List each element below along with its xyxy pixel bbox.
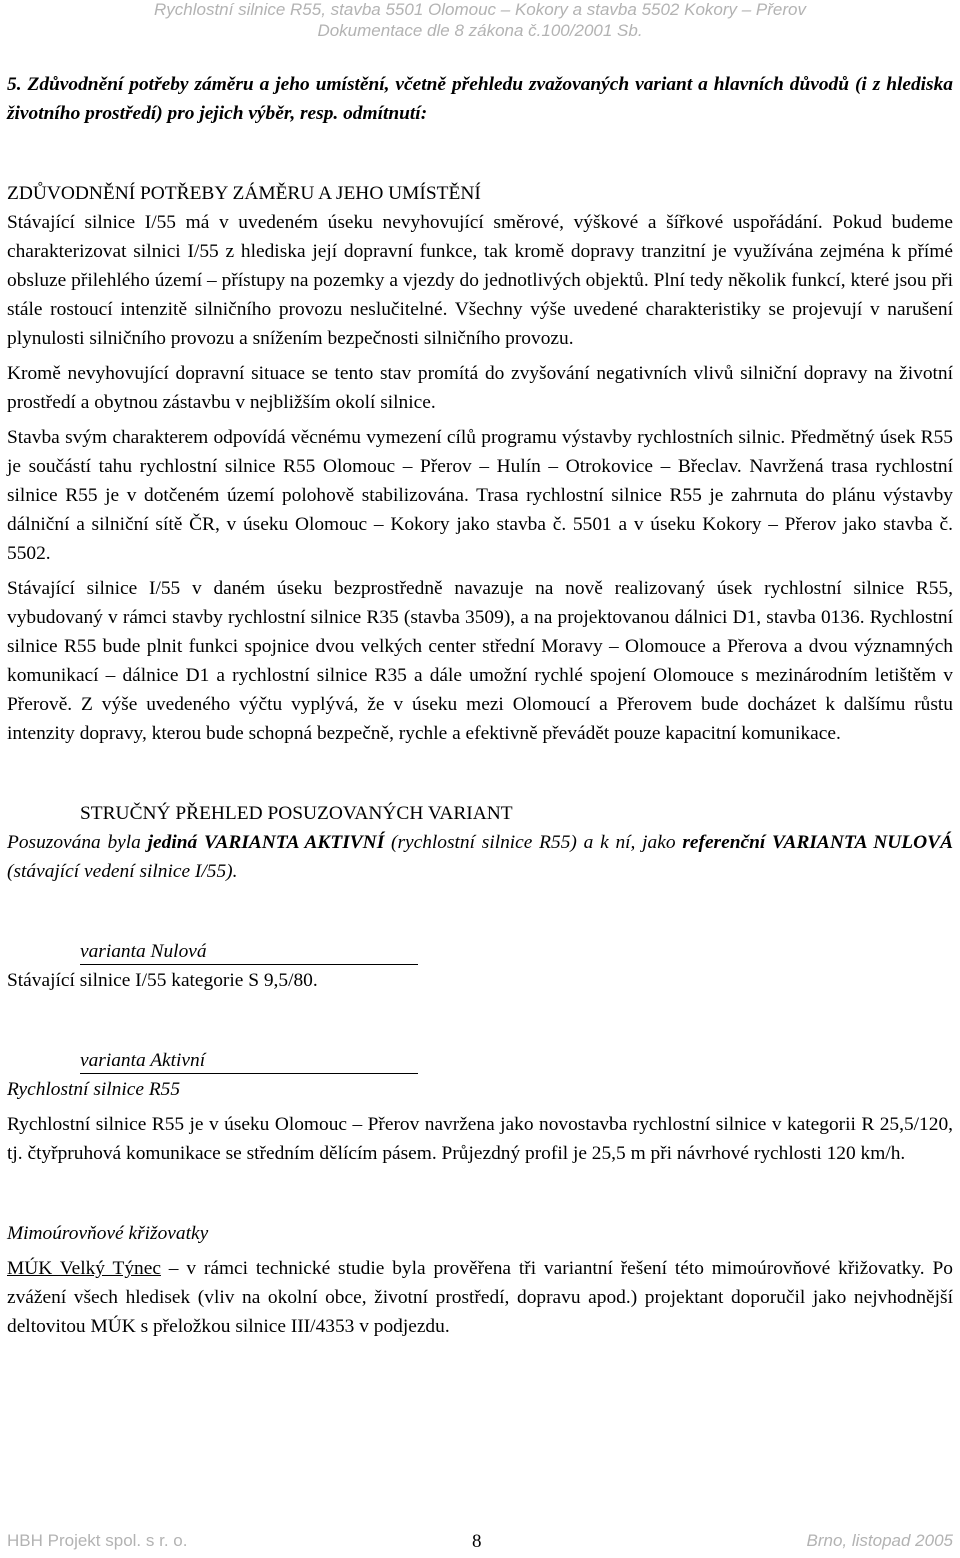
p5-part-c: (rychlostní silnice R55) a k ní, jako [384,832,683,853]
p5-part-a: Posuzována byla [7,832,148,853]
paragraph-3: Stavba svým charakterem odpovídá věcnému vymezení cílů programu výstavby rychlostních silnic. Předmětný úsek R55 je součástí tahu rychlostní silnice R55 Olomouc – Přerov – Hulín – Otrokovice – Břeclav. Navržená trasa rychlostní silnice R55 je v dotčeném území polohově stabilizována. Trasa rychlostní silnice R55 je zahrnuta do plánu výstavby dálniční a silniční sítě ČR, v úseku Olomouc – Kokory jako stavba č. 5501 a v úseku Kokory – Přerov jako stavba č. 5502. [7,427,953,564]
varianta-nulova-heading-row [7,937,953,966]
running-header-subtitle: Dokumentace dle 8 zákona č.100/2001 Sb. [317,21,643,40]
heading-prehled-variant: STRUČNÝ PŘEHLED POSUZOVANÝCH VARIANT [80,803,513,824]
running-header-title: Rychlostní silnice R55, stavba 5501 Olomouc – Kokory a stavba 5502 Kokory – Přerov [153,0,806,19]
varianta-aktivni-text: Rychlostní silnice R55 je v úseku Olomouc – Přerov navržena jako novostavba rychlostní silnice v kategorii R 25,5/120, tj. čtyřpruhová komunikace se středním dělícím pásem. Průjezdný profil je 25,5 m při návrhové rychlosti 120 km/h. [7,1114,953,1164]
footer-place-date: Brno, listopad 2005 [806,1531,953,1550]
muk-velky-tynec-label: MÚK Velký Týnec [7,1258,161,1279]
document-body [7,70,953,1341]
paragraph-5 [7,828,953,886]
page-footer [0,1531,960,1555]
varianta-aktivni-heading-row [7,1046,953,1075]
varianta-aktivni-heading: varianta Aktivní [80,1048,418,1074]
paragraph-4: Stávající silnice I/55 v daném úseku bezprostředně navazuje na nově realizovaný úsek rychlostní silnice R55, vybudovaný v rámci stavby rychlostní silnice R35 (stavba 3509), a na projektovanou dálnici D1, stavba 0136. Rychlostní silnice R55 bude plnit funkci spojnice dvou velkých center střední Moravy – Olomouce a Přerova a dvou významných komunikací – dálnice D1 a rychlostní silnice R35 a dále umožní rychlé spojení Olomouce s mezinárodním letištěm v Přerově. Z výše uvedeného výčtu vyplývá, že v úseku mezi Olomoucí a Přerovem bude docházet k dalšímu růstu intenzity dopravy, kterou bude schopná bezpečně, rychle a efektivně převádět pouze kapacitní komunikace. [7,578,953,744]
krizovatky-text [7,1254,953,1341]
section-title: 5. Zdůvodnění potřeby záměru a jeho umístění, včetně přehledu zvažovaných variant a hlavních důvodů (i z hlediska životního prostředí) pro jejich výběr, resp. odmítnutí: [7,74,953,124]
paragraph-1: Stávající silnice I/55 má v uvedeném úseku nevyhovující směrové, výškové a šířkové uspořádání. Pokud budeme charakterizovat silnici I/55 z hlediska její dopravní funkce, tak kromě dopravy tranzitní je využívána zejména k přímé obsluze přilehlého území – přístupy na pozemky a vjezdy do jednotlivých objektů. Plní tedy několik funkcí, které jsou při stále rostoucí intenzitě silničního provozu neslučitelné. Všechny výše uvedené charakteristiky se projevují v narušení plynulosti silničního provozu a snížením bezpečnosti silničního provozu. [7,212,953,349]
krizovatky-heading: Mimoúrovňové křižovatky [7,1223,209,1244]
p5-part-e: (stávající vedení silnice I/55). [7,861,238,882]
varianta-nulova-text: Stávající silnice I/55 kategorie S 9,5/80. [7,970,318,991]
footer-company: HBH Projekt spol. s r. o. [7,1531,188,1550]
p5-nulova: referenční VARIANTA NULOVÁ [682,832,953,853]
page-number: 8 [472,1531,482,1552]
paragraph-2: Kromě nevyhovující dopravní situace se tento stav promítá do zvyšování negativních vlivů silniční dopravy na životní prostředí a obytnou zástavbu v nejbližším okolí silnice. [7,363,953,413]
varianta-nulova-heading: varianta Nulová [80,939,418,965]
heading-zduvodneni: ZDŮVODNĚNÍ POTŘEBY ZÁMĚRU A JEHO UMÍSTĚNÍ [7,183,481,204]
p5-aktivni: jediná VARIANTA AKTIVNÍ [147,832,385,853]
krizovatky-body: – v rámci technické studie byla prověřena tři variantní řešení této mimoúrovňové křižovatky. Po zvážení všech hledisek (vliv na okolní obce, životní prostředí, dopravu apod.) projektant doporučil jako nejvhodnější deltovitou MÚK s přeložkou silnice III/4353 v podjezdu. [7,1258,953,1337]
varianta-aktivni-subheading: Rychlostní silnice R55 [7,1079,181,1100]
